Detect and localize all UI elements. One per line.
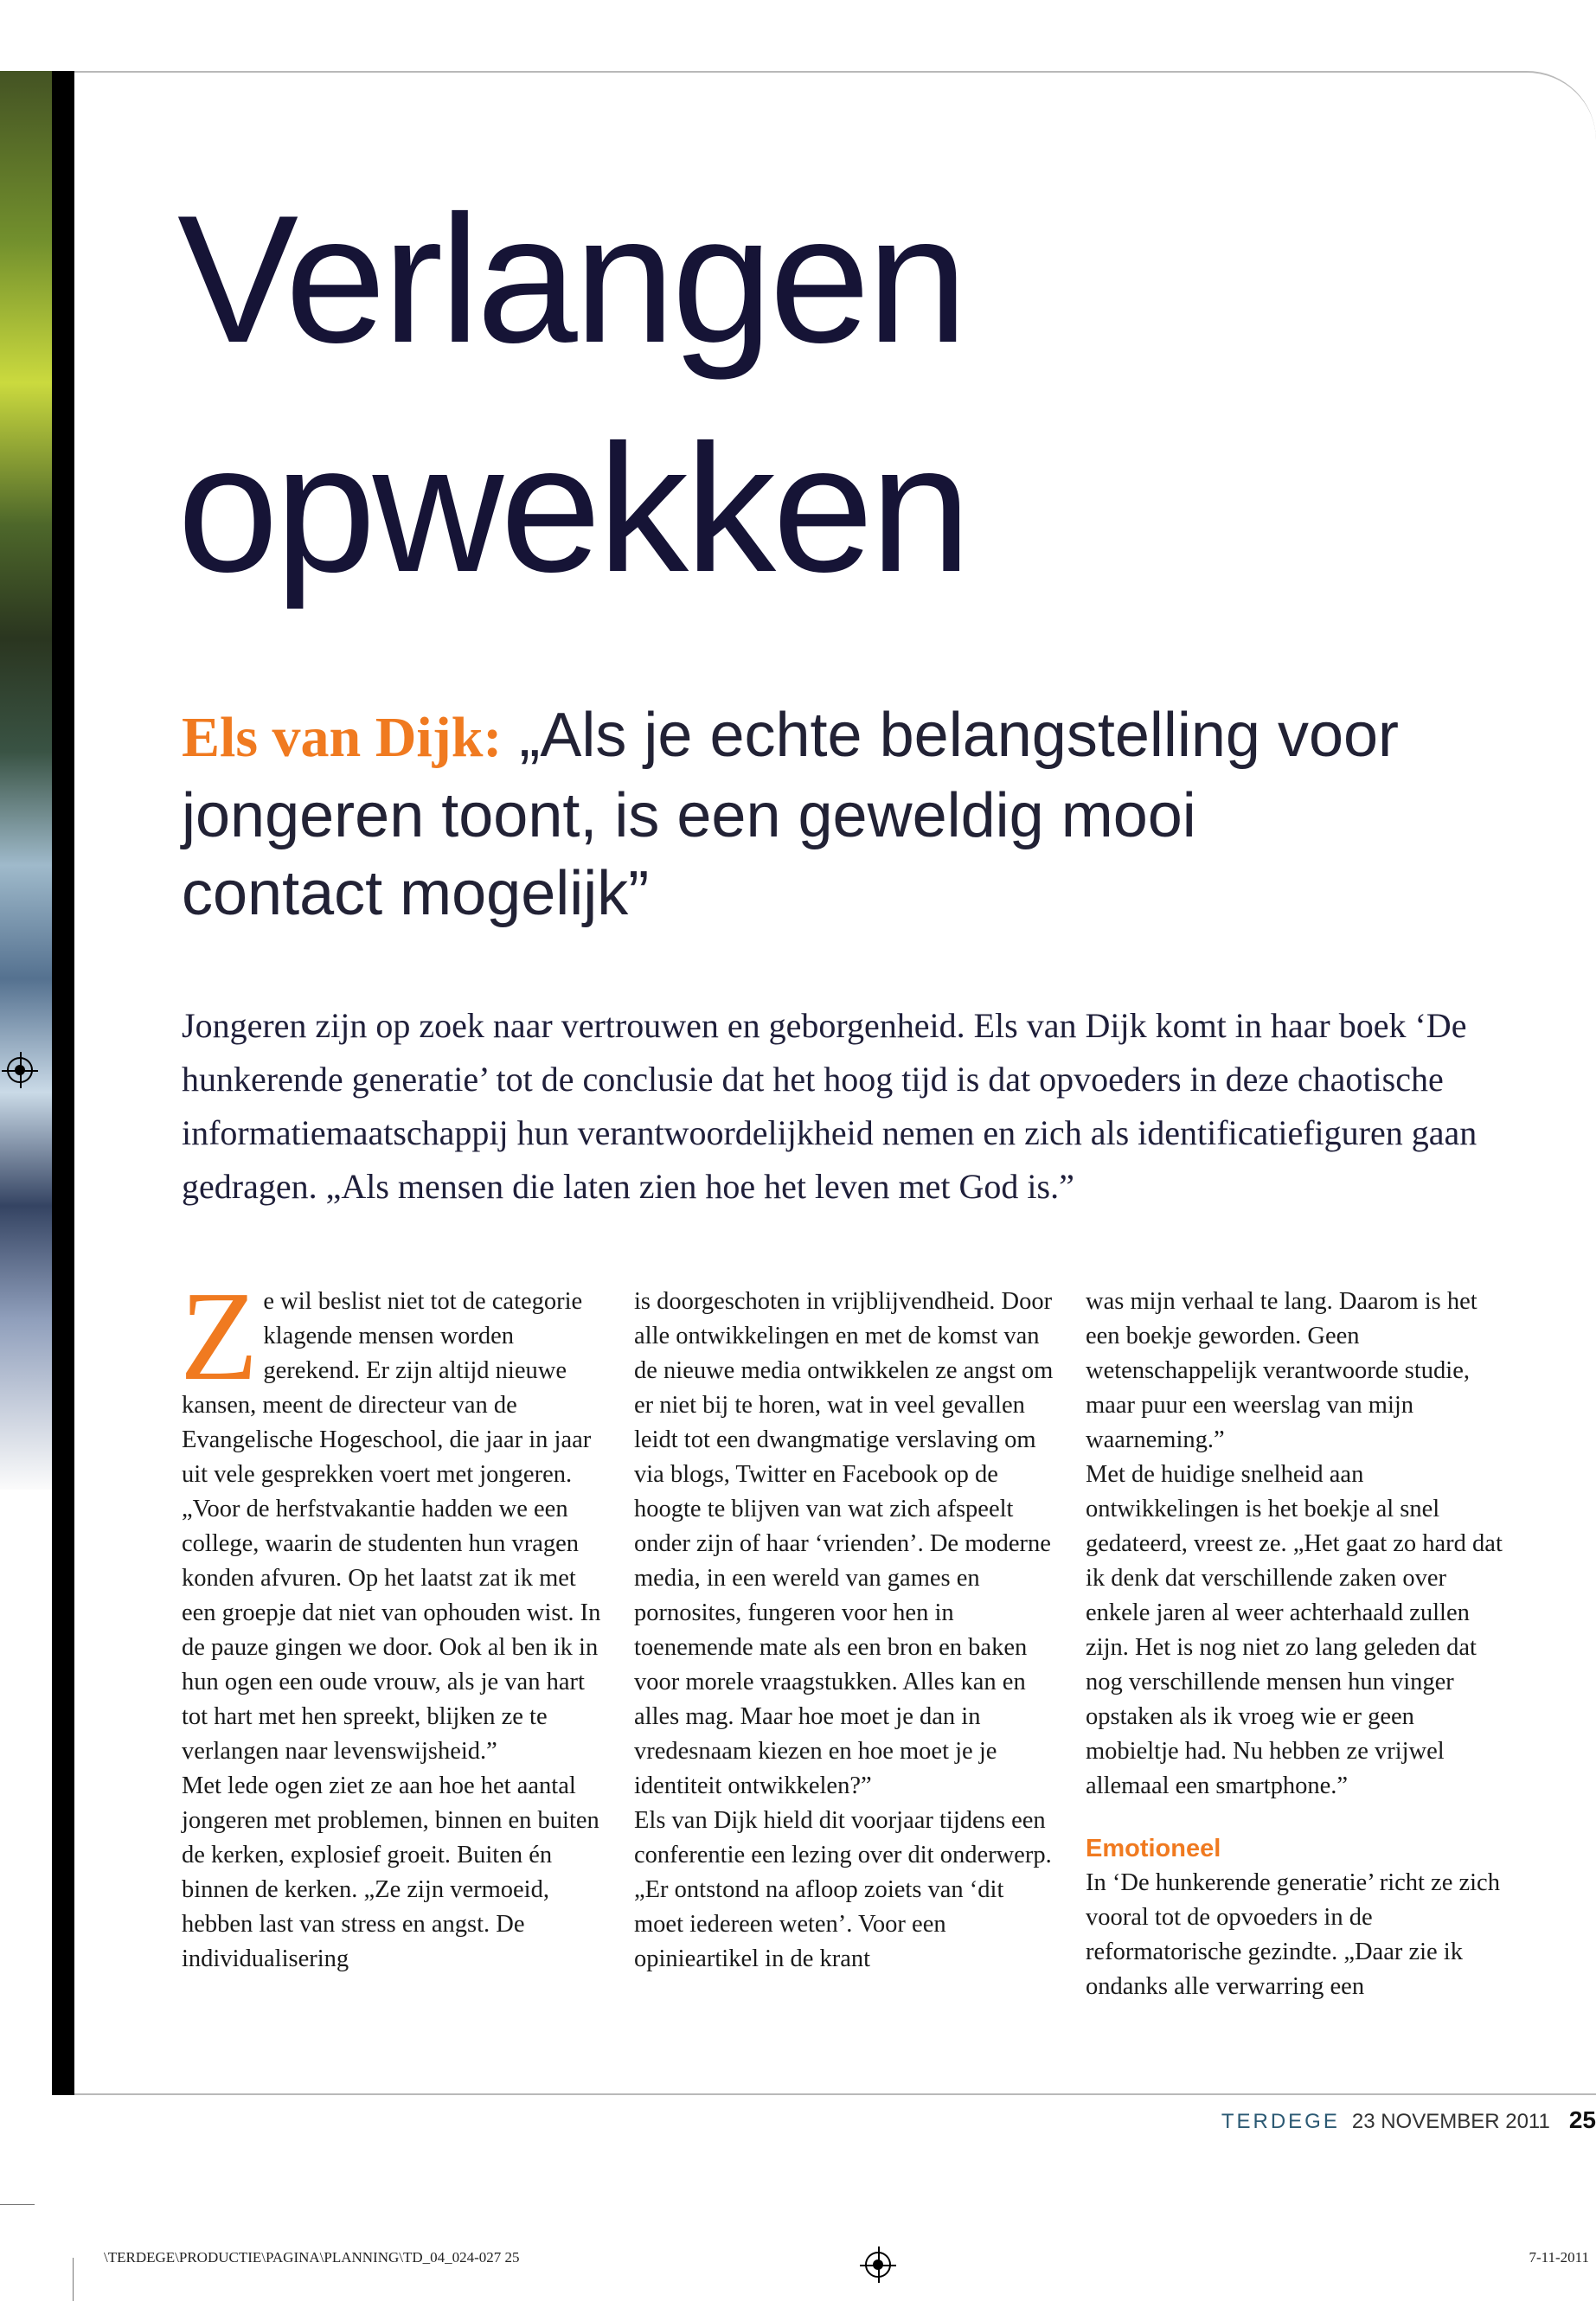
magazine-name: TERDEGE [1221,2110,1340,2133]
crop-mark [73,2258,74,2301]
pull-quote [182,696,1410,933]
paragraph: was mijn verhaal te lang. Daarom is het een boekje geworden. Geen wetenschappelijk verantwoorde studie, maar puur een weerslag van mijn waarneming.” [1086,1288,1477,1453]
print-slug: \TERDEGE\PRODUCTIE\PAGINA\PLANNING\TD_04_024-027 25 [104,2249,520,2266]
drop-cap: Z [180,1266,259,1407]
column-2 [634,1285,1058,1977]
paragraph: In ‘De hunkerende generatie’ richt ze zich vooral tot de opvoeders in de reformatorische gezindte. „Daar zie ik ondanks alle verwarring een [1086,1869,1500,2000]
page-number: 25 [1568,2106,1596,2133]
paragraph: Met lede ogen ziet ze aan hoe het aantal jongeren met problemen, binnen en buiten de kerken, explosief groeit. Buiten én binnen de kerken. „Ze zijn vermoeid, hebben last van stress en angst. De individualisering [182,1772,599,1972]
intro-lead: Jongeren zijn op zoek naar vertrouwen en geborgenheid. Els van Dijk komt in haar boek ‘De hunkerende generatie’ tot de conclusie dat het hoog tijd is dat opvoeders in deze chaotische informatiemaatschappij hun verantwoordelijkheid nemen en zich als identificatiefiguren gaan gedragen. „Als mensen die laten zien hoe het leven met God is.” [182,1006,1477,1206]
registration-mark-icon [865,2252,891,2278]
paragraph [180,1266,606,1769]
page-footer [1221,2106,1596,2141]
title-line-1: Verlangen [177,177,965,381]
crop-mark [0,2204,35,2205]
issue-date: 23 NOVEMBER 2011 [1351,2110,1550,2133]
paragraph: Els van Dijk hield dit voorjaar tijdens een conferentie een lezing over dit onderwerp. „Er ontstond na afloop zoiets van ‘dit moet iedereen weten’. Voor een opinieartikel in de krant [634,1807,1052,1972]
article-title [177,164,968,623]
quote-text: „Als je echte belangstelling voor jongeren toont, is een geweldig mooi contact mogelijk” [182,701,1400,928]
column-1 [180,1266,606,1977]
quote-author: Els van Dijk: [182,706,503,769]
title-line-2: opwekken [177,407,968,610]
subheading: Emotioneel [1086,1835,1221,1862]
registration-mark-icon [7,1057,33,1083]
column-3 [1086,1285,1509,2004]
print-date: 7-11-2011 [1529,2249,1589,2266]
paragraph: is doorgeschoten in vrijblijvendheid. Door alle ontwikkelingen en met de komst van de nieuwe media ontwikkelen ze angst om er niet bij te horen, wat in veel gevallen leidt tot een dwangmatige verslaving om via blogs, Twitter en Facebook op de hoogte te blijven van wat zich afspeelt onder zijn of haar ‘vrienden’. De moderne media, in een wereld van games en pornosites, fungeren voor hen in toenemende mate als een bron en baken voor morele vraagstukken. Alles kan en alles mag. Maar hoe moet je dan in vredesnaam kiezen en hoe moet je je identiteit ontwikkelen?” [634,1288,1054,1799]
photo-edge [0,71,52,1490]
paragraph: Met de huidige snelheid aan ontwikkelingen is het boekje al snel gedateerd, vreest ze. „Het gaat zo hard dat ik denk dat verschillende zaken over enkele jaren al weer achterhaald zullen zijn. Het is nog niet zo lang geleden dat nog verschillende mensen hun vinger opstaken als ik vroeg wie er geen mobieltje had. Nu hebben ze vrijwel allemaal een smartphone.” [1086,1461,1503,1799]
black-margin-bar [52,71,74,2095]
paragraph-text: e wil beslist niet tot de categorie klagende mensen worden gerekend. Er zijn altijd nieuwe kansen, meent de directeur van de Evangelische Hogeschool, die jaar in jaar uit vele gesprekken voert met jongeren. „Voor de herfstvakantie hadden we een college, waarin de studenten hun vragen konden afvuren. Op het laatst zat ik met een groepje dat niet van ophouden wist. In de pauze gingen we door. Ook al ben ik in hun ogen een oude vrouw, als je van hart tot hart met hen spreekt, blijken ze te verlangen naar levenswijsheid.” [182,1288,601,1765]
